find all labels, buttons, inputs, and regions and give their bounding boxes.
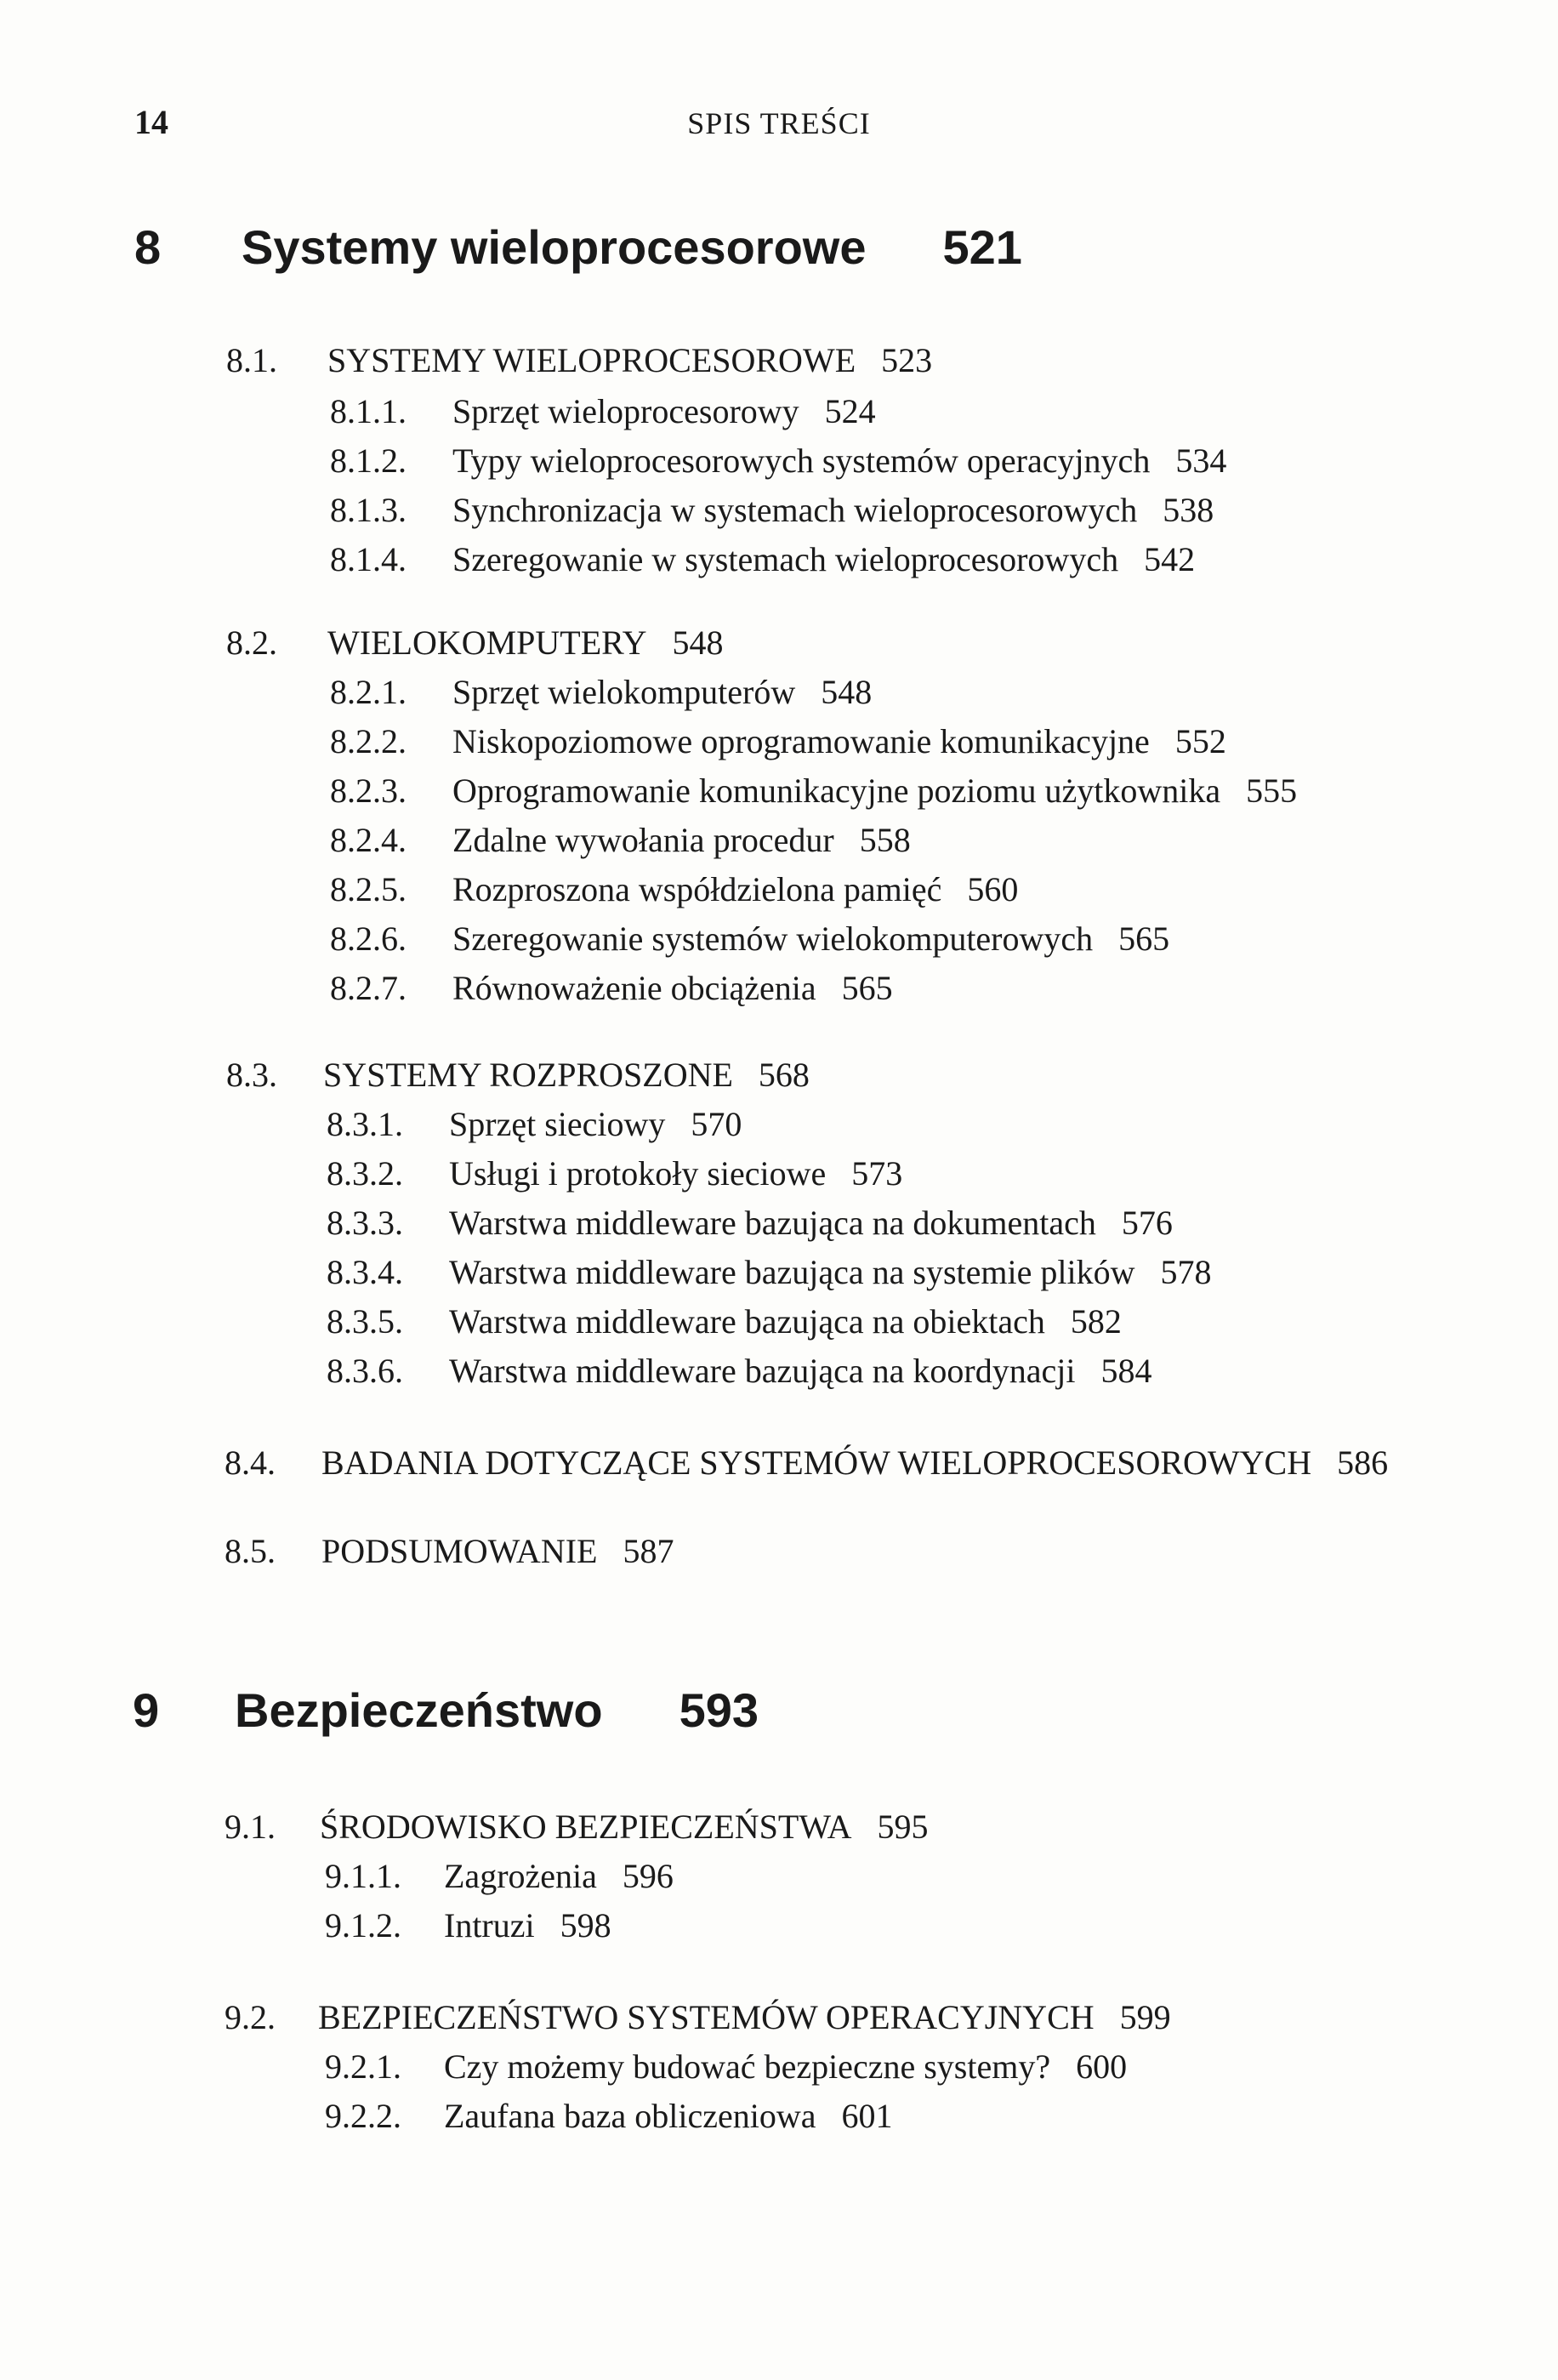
chapter-number: 8: [134, 220, 162, 274]
toc-page: 14 SPIS TREŚCI 8 Systemy wieloprocesorowe 521 8.1. SYSTEMY WIELOPROCESOROWE 523 8.1.1. Sprzęt wieloprocesorowy 524 8.1.2. Typy wieloprocesorowych systemów operacyjnych 534 8.1.3. Synchronizacja w systemach wieloprocesorowych 538 8.1.4. Szeregowanie w systemach wieloprocesorowych 542 8.2. WIELOKOMPUTERY 548 8.2.1. Sprzęt wielokomputerów 548 8.2.2. Niskopoziomowe oprogramowanie komunikacyjne 552 8.2.3. Oprogramowanie komunikacyjne poziomu użytkownika 555 8.2.4. Zdalne wywołania procedur 558 8.2.5. Rozproszona współdzielona pamięć 560 8.2.6. Szeregowanie systemów wielokomputerowych 565 8.2.7. Równoważenie obciążenia 565 8.3. SYSTEMY ROZPROSZONE 568 8.3.1. Sprzęt sieciowy 570 8.3.2. Usługi i protokoły sieciowe 573 8.3.3. Warstwa middleware bazująca na dokumentach 576 8.3.4. Warstwa middleware bazująca na systemie plików 578 8.3.5. Warstwa middleware bazująca na obiektach 582 8.3.6. Warstwa middleware bazująca na koordynacji 584 8.4. BADANIA DOTYCZĄCE SYSTEMÓW WIELOPROCESOROWYCH 586 8.5. PODSUMOWANIE 587 9 Bezpieczeństwo 593 9.1. ŚRODOWISKO BEZPIECZEŃSTWA 595 9.1.1. Zagrożenia 596 9.1.2. Intruzi 598 9.2. BEZPIECZEŃSTWO SYSTEMÓW OPERACYJNYCH 599 9.2.1. Czy możemy budować bezpieczne systemy? 600 9.2.2. Zaufana baza obliczeniowa 601: [0, 0, 1558, 2380]
page-number: 14: [134, 103, 168, 141]
chapter-number: 9: [133, 1683, 160, 1737]
chapter-title: Systemy wieloprocesorowe 521: [242, 220, 1022, 274]
page-header: [0, 102, 1558, 153]
chapter-page: 593: [679, 1683, 759, 1737]
chapter-title: Bezpieczeństwo 593: [235, 1683, 759, 1737]
running-head: SPIS TREŚCI: [687, 106, 871, 140]
chapter-page: 521: [942, 220, 1022, 274]
